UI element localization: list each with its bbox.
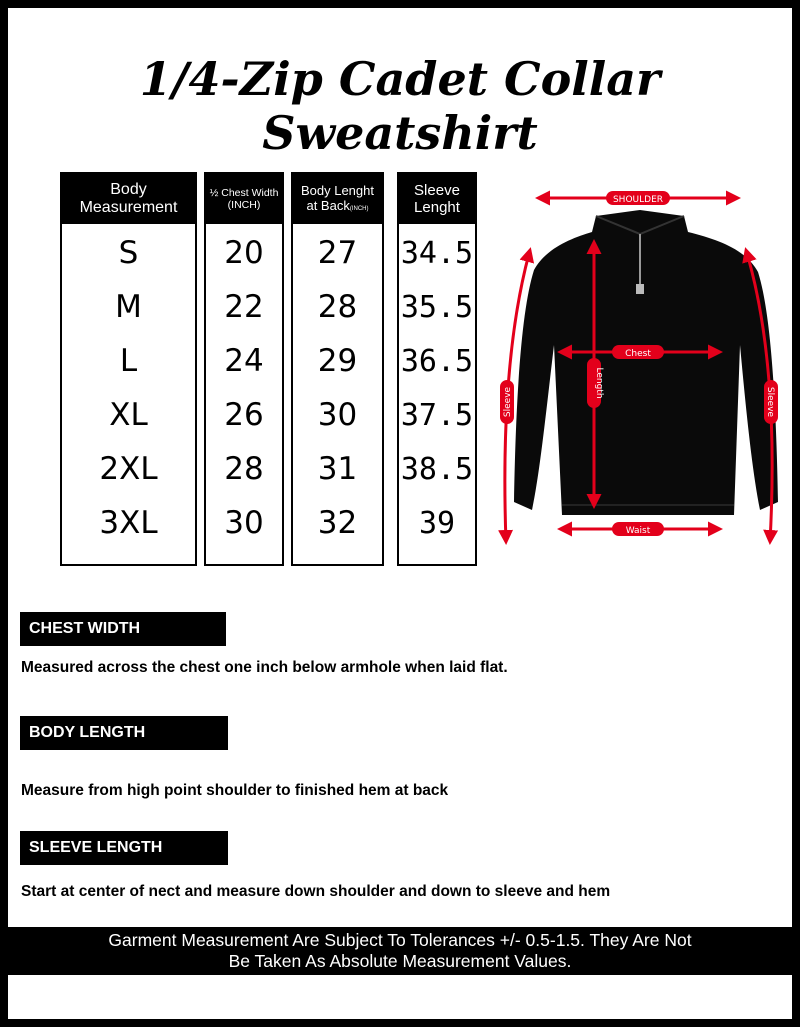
header-unit: (INCH): [349, 206, 369, 212]
chest-width-cell: 30: [224, 505, 264, 541]
chest-width-cell: 24: [224, 343, 264, 379]
sleeve-length-cell: 39: [418, 505, 456, 541]
shoulder-label: SHOULDER: [612, 195, 664, 205]
page-title: 1/4-Zip Cadet Collar Sweatshirt: [139, 52, 661, 160]
sleeve-length-cell: 38.5: [400, 451, 474, 487]
body-length-cell: 29: [317, 343, 358, 379]
body-length-description: Measure from high point shoulder to finished hem at back: [21, 782, 449, 799]
sleeve-length-cell: 34.5: [400, 235, 474, 271]
sweatshirt-diagram: [488, 180, 788, 560]
body-length-heading: BODY LENGTH: [20, 716, 228, 750]
size-cell: 2XL: [99, 451, 158, 487]
body-length-cell: 32: [317, 505, 358, 541]
chest-label: Chest: [625, 349, 651, 359]
waist-label: Waist: [625, 526, 651, 536]
header-line: (INCH): [227, 199, 261, 211]
body-length-cell: 30: [317, 397, 358, 433]
right-sleeve-label: Sleeve: [765, 386, 775, 418]
chest-width-cell: 22: [224, 289, 264, 325]
header-line: ½ Chest Width: [209, 186, 279, 199]
size-cell: 3XL: [99, 505, 158, 541]
chest-width-description: Measured across the chest one inch below armhole when laid flat.: [21, 659, 508, 676]
header-line: Lenght: [414, 199, 460, 216]
header-line: Body Lenght: [300, 183, 374, 199]
sleeve-length-cell: 37.5: [400, 397, 474, 433]
sleeve-length-heading: SLEEVE LENGTH: [20, 831, 228, 865]
body-length-cell: 28: [317, 289, 358, 325]
size-cell: M: [115, 289, 142, 325]
size-cell: L: [119, 343, 138, 379]
body-length-cell: 31: [317, 451, 358, 487]
header-line: Body: [110, 180, 147, 198]
size-cell: S: [118, 235, 139, 271]
header-line: Measurement: [79, 199, 178, 216]
header-line: Sleeve: [414, 181, 460, 199]
column-header: [293, 174, 382, 224]
column-header: [206, 174, 282, 224]
sleeve-length-cell: 36.5: [400, 343, 474, 379]
left-sleeve-label: Sleeve: [503, 386, 513, 418]
chest-width-cell: 26: [224, 397, 264, 433]
tolerance-footer: [0, 927, 800, 975]
length-label: Length: [594, 367, 604, 399]
sleeve-length-description: Start at center of nect and measure down shoulder and down to sleeve and hem: [21, 883, 611, 900]
sleeve-length-cell: 35.5: [400, 289, 474, 325]
size-cell: XL: [109, 397, 148, 433]
footer-line: Be Taken As Absolute Measurement Values.: [228, 951, 572, 971]
sweatshirt-illustration: [514, 210, 778, 515]
size-column: [60, 172, 197, 566]
body-length-column: [291, 172, 384, 566]
footer-line: Garment Measurement Are Subject To Tolerances +/- 0.5-1.5. They Are Not: [108, 930, 692, 950]
column-header: [399, 174, 475, 224]
body-length-cell: 27: [317, 235, 358, 271]
sleeve-length-column: [397, 172, 477, 566]
chest-width-cell: 28: [224, 451, 264, 487]
header-line: at Back: [306, 198, 350, 213]
chest-width-heading: CHEST WIDTH: [20, 612, 226, 646]
column-header: [62, 174, 195, 224]
chest-width-column: [204, 172, 284, 566]
chest-width-cell: 20: [224, 235, 264, 271]
